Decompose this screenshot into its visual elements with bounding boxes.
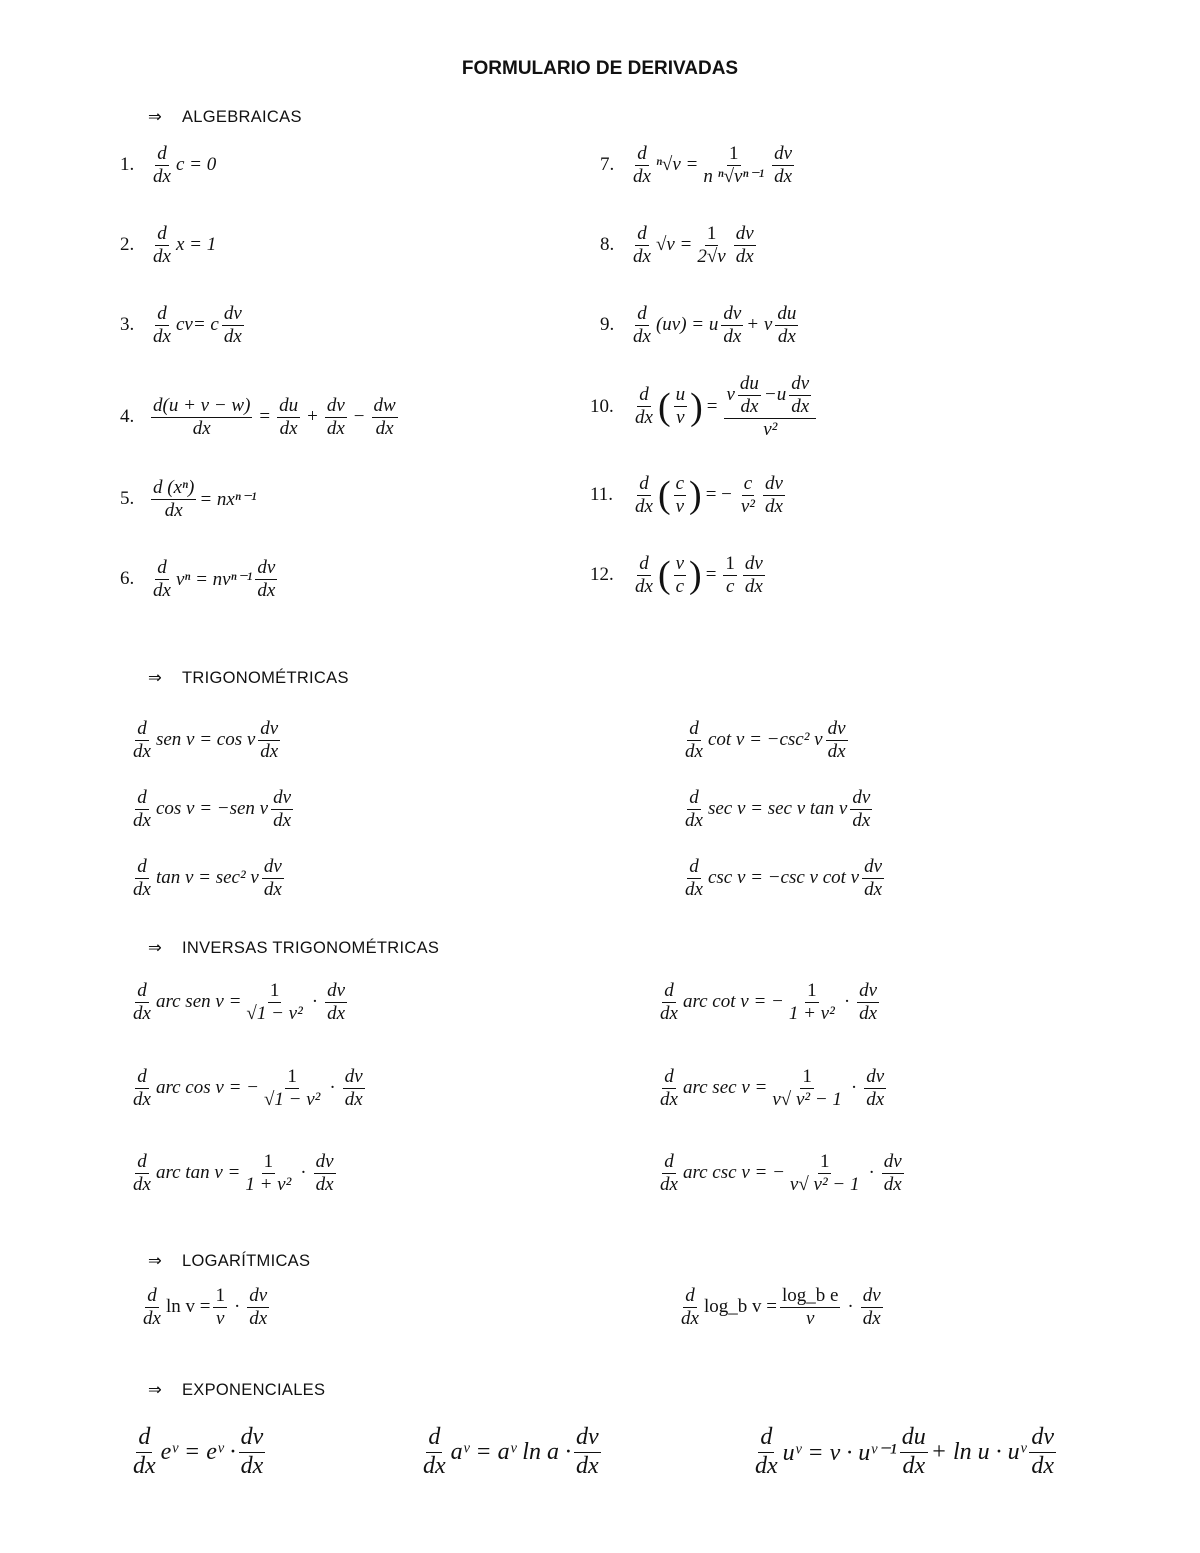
page-title: FORMULARIO DE DERIVADAS: [461, 58, 739, 79]
formula-7: 7. $\frac{d}{dx}$ ⁿ√v = $\frac{1}{\text{n ⁿ√vⁿ⁻¹}}$ $\frac{dv}{dx}$: [600, 143, 793, 187]
formula-deriv-arccos: $\frac{d}{dx}$ arc cos v = − $\frac{1}{\text{√1 − v²}}$ · $\frac{dv}{dx}$: [133, 1066, 363, 1110]
formula-deriv-arccot: $\frac{d}{dx}$ arc cot v = − $\frac{1}{\text{1 + v²}}$ · $\frac{dv}{dx}$: [660, 980, 878, 1024]
arrow-icon: ⇒: [148, 668, 163, 687]
formula-deriv-tan: $\frac{d}{dx}$ tan v = sec² v $\frac{dv}{dx}$: [133, 856, 282, 900]
section-logaritmicas: [148, 1251, 310, 1271]
arrow-icon: ⇒: [148, 1251, 163, 1270]
arrow-icon: ⇒: [148, 1380, 163, 1399]
formula-5: 5. $\frac{\text{d (xⁿ)}}{dx}$ = nxⁿ⁻¹: [120, 477, 257, 521]
formula-deriv-sen: $\frac{d}{dx}$ sen v = cos v $\frac{dv}{dx}$: [133, 718, 279, 762]
section-label: EXPONENCIALES: [182, 1381, 326, 1399]
formula-deriv-exp-e: $\frac{d}{dx}$ eᵛ = eᵛ · $\frac{dv}{dx}$: [133, 1424, 264, 1479]
formula-deriv-csc: $\frac{d}{dx}$ csc v = −csc v cot v $\frac{dv}{dx}$: [685, 856, 883, 900]
formula-8: 8. $\frac{d}{dx}$ √v = $\frac{1}{2√v}$ $\frac{dv}{dx}$: [600, 223, 754, 267]
formula-deriv-cos: $\frac{d}{dx}$ cos v = −sen v $\frac{dv}{dx}$: [133, 787, 292, 831]
arrow-icon: ⇒: [148, 107, 163, 126]
section-inversas: [148, 938, 439, 958]
formula-deriv-sec: $\frac{d}{dx}$ sec v = sec v tan v $\frac{dv}{dx}$: [685, 787, 871, 831]
section-label: LOGARÍTMICAS: [182, 1252, 311, 1270]
formula-deriv-arccsc: $\frac{d}{dx}$ arc csc v = − $\frac{1}{\text{v√ v² − 1}}$ · $\frac{dv}{dx}$: [660, 1151, 902, 1195]
formula-4: 4. $\frac{d(u + v - w)}{dx}$ = $\frac{du}{dx}$ + $\frac{dv}{dx}$ − $\frac{dw}{dx}$: [120, 395, 396, 439]
formula-1: 1. $\frac{d}{dx}$ c = 0: [120, 143, 217, 187]
formula-deriv-exp-a: $\frac{d}{dx}$ aᵛ = aᵛ ln a · $\frac{dv}{dx}$: [423, 1424, 599, 1479]
arrow-icon: ⇒: [148, 938, 163, 957]
formula-deriv-arcsen: $\frac{d}{dx}$ arc sen v = $\frac{1}{\text{√1 − v²}}$ · $\frac{dv}{dx}$: [133, 980, 346, 1024]
formula-deriv-ln: $\frac{d}{dx}$ ln v = $\frac{1}{v}$ · $\frac{dv}{dx}$: [143, 1285, 268, 1329]
formula-deriv-arcsec: $\frac{d}{dx}$ arc sec v = $\frac{1}{\text{v√ v² − 1}}$ · $\frac{dv}{dx}$: [660, 1066, 885, 1110]
formula-6: 6. $\frac{d}{dx}$ vⁿ = nvⁿ⁻¹ $\frac{dv}{dx}$: [120, 557, 276, 601]
formula-10: 10. $\frac{d}{dx}$ ( $\frac{u}{v}$ ) = v $\frac{du}{dx}$ − u $\frac{dv}{dx}$ v²: [590, 373, 819, 441]
section-exponenciales: [148, 1380, 325, 1400]
section-algebraicas: [148, 107, 302, 127]
section-label: INVERSAS TRIGONOMÉTRICAS: [182, 939, 440, 957]
formula-3: 3. $\frac{d}{dx}$ cv = c $\frac{dv}{dx}$: [120, 303, 242, 347]
formula-deriv-exp-u: $\frac{d}{dx}$ uᵛ = v · uᵛ⁻¹ $\frac{du}{dx}$ + ln u · uᵛ $\frac{dv}{dx}$: [755, 1424, 1055, 1479]
section-trigonometricas: [148, 668, 349, 688]
formula-11: 11. $\frac{d}{dx}$ ( $\frac{c}{v}$ ) = − $\frac{c}{\text{v²}}$ $\frac{dv}{dx}$: [590, 473, 783, 517]
formula-deriv-logb: $\frac{d}{dx}$ log_b v = $\frac{\text{log\_b e}}{v}$ · $\frac{dv}{dx}$: [681, 1285, 881, 1329]
formula-9: 9. $\frac{d}{dx}$ (uv) = u $\frac{dv}{dx}$ + v $\frac{du}{dx}$: [600, 303, 797, 347]
formula-12: 12. $\frac{d}{dx}$ ( $\frac{v}{c}$ ) = $\frac{1}{c}$ $\frac{dv}{dx}$: [590, 553, 763, 597]
formula-2: 2. $\frac{d}{dx}$ x = 1: [120, 223, 217, 267]
formula-deriv-arctan: $\frac{d}{dx}$ arc tan v = $\frac{1}{\text{1 + v²}}$ · $\frac{dv}{dx}$: [133, 1151, 334, 1195]
formula-deriv-cot: $\frac{d}{dx}$ cot v = −csc² v $\frac{dv}{dx}$: [685, 718, 846, 762]
section-label: TRIGONOMÉTRICAS: [182, 669, 349, 687]
section-label: ALGEBRAICAS: [182, 108, 302, 126]
